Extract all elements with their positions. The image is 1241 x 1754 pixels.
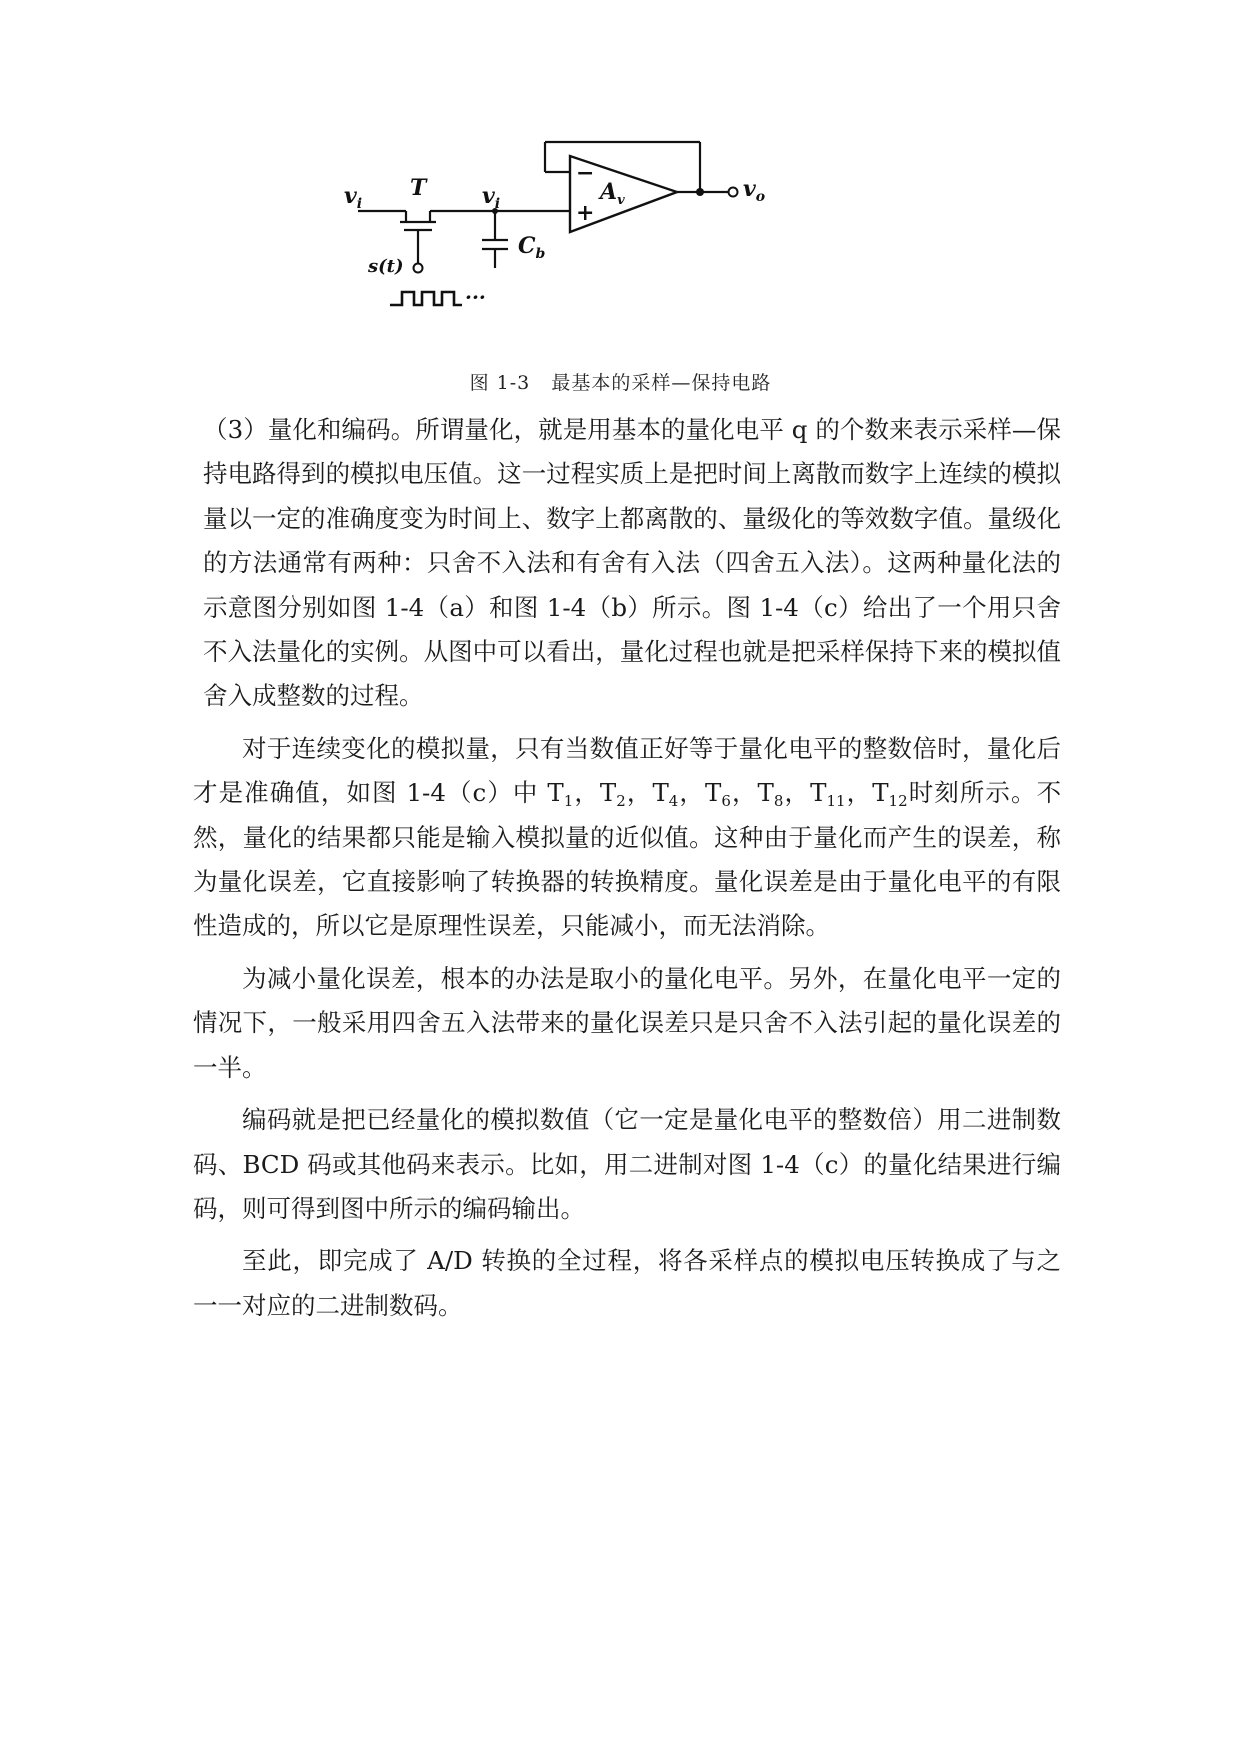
cb-label: $C_b$ [518,233,546,262]
paragraph-exact-values: 对于连续变化的模拟量，只有当数值正好等于量化电平的整数倍时，量化后才是准确值，如图 1-4（c）中 $T_1$，$T_2$，$T_4$，$T_6$，$T_8$，$T_{11}$，$T_{12}$时刻所示。不然，量化的结果都只能是输入模拟量的近似值。这种由于量化而产生的误差，称为量化误差，它直接影响了转换器的转换精度。量化误差是由于量化电平的有限性造成的，所以它是原理性误差，只能减小，而无法消除。 [193,733,1062,941]
output-dot [696,188,704,196]
paragraph-encoding: 编码就是把已经量化的模拟数值（它一定是量化电平的整数倍）用二进制数码、BCD 码或其他码来表示。比如，用二进制对图 1-4（c）的量化结果进行编码，则可得到图中所示的编码输出。 [193,1105,1061,1223]
noninverting-sign: + [576,200,595,226]
vi-input-label: $v_i$ [344,183,363,212]
figure-caption: 图 1-3 最基本的采样—保持电路 [469,372,772,394]
vo-label: $v_o$ [743,176,766,205]
gate-terminal [414,264,423,273]
sample-hold-circuit-figure [344,150,890,360]
st-label: s(t) [368,256,404,277]
body-text [193,408,1061,1328]
output-terminal [729,188,738,197]
pulse-train [390,292,462,305]
paragraph-conclusion: 至此，即完成了 A/D 转换的全过程，将各采样点的模拟电压转换成了与之一一对应的二进制数码。 [193,1246,1061,1320]
inverting-sign: − [576,160,595,186]
paragraph-reduce-error: 为减小量化误差，根本的办法是取小的量化电平。另外，在量化电平一定的情况下，一般采用四舍五入法带来的量化误差只是只舍不入法引起的量化误差的一半。 [193,963,1061,1082]
circuit-diagram [344,150,890,360]
switch-label: T [410,175,427,201]
paragraph-quantization: （3）量化和编码。所谓量化，就是用基本的量化电平 q 的个数来表示采样—保持电路得到的模拟电压值。这一过程实质上是把时间上离散而数字上连续的模拟量以一定的准确度变为时间上、数字上都离散的、量级化的等效数字值。量级化的方法通常有两种：只舍不入法和有舍有入法（四舍五入法）。这两种量化法的示意图分别如图 1-4（a）和图 1-4（b）所示。图 1-4（c）给出了一个用只舍不入法量化的实例。从图中可以看出，量化过程也就是把采样保持下来的模拟值舍入成整数的过程。 [203,415,1061,711]
vi-node-label: $v_i$ [482,183,501,212]
amp-label: $A_v$ [600,179,625,208]
pulse-ellipsis: ··· [465,285,486,309]
